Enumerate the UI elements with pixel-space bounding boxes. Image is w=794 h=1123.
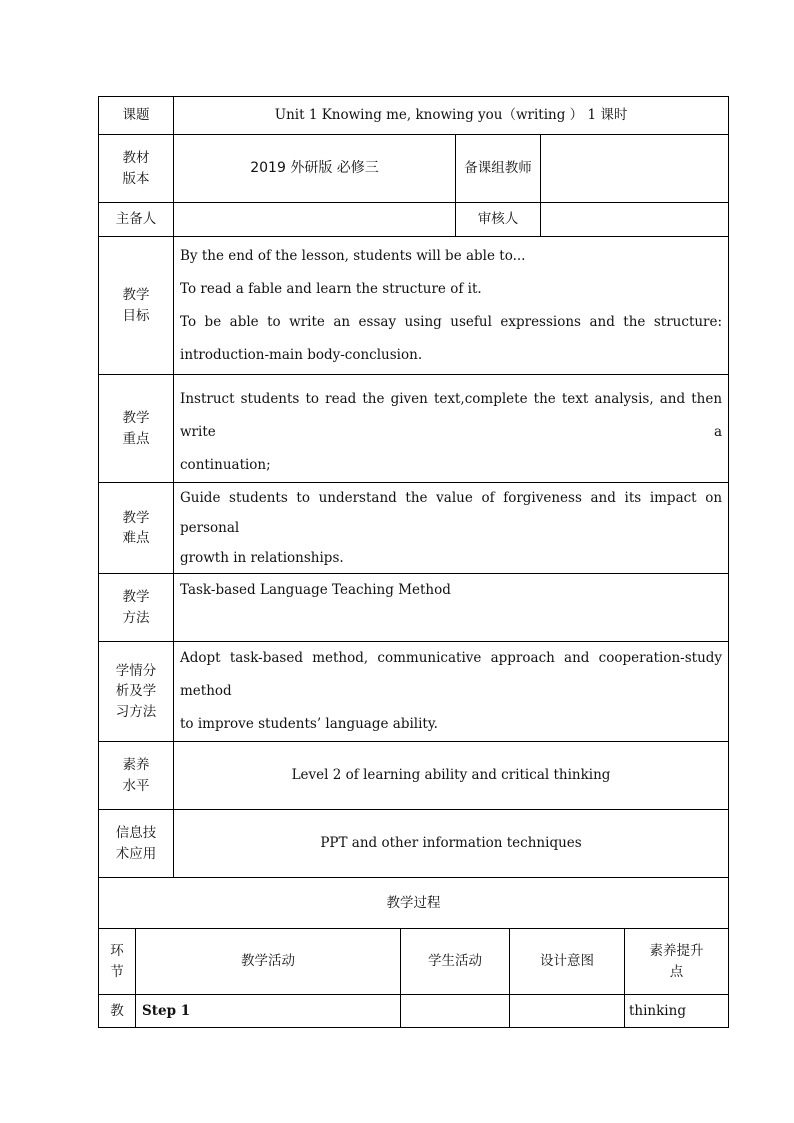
learning-analysis-label: 学情分 析及学 习方法 (99, 642, 174, 742)
preparer-row (99, 203, 729, 237)
learning-analysis-line: Adopt task-based method, communicative approach and cooperation-study method (180, 650, 723, 699)
process-col-competency-point: 素养提升 点 (625, 929, 729, 995)
reviewer-value (541, 203, 729, 237)
difficulties-row (99, 483, 729, 574)
lead-preparer-label: 主备人 (99, 203, 174, 237)
topic-label: 课题 (99, 97, 174, 135)
key-point-line: continuation; (180, 457, 271, 473)
difficulty-line: growth in relationships. (180, 550, 344, 566)
group-teacher-value (541, 135, 729, 203)
objectives-content (174, 237, 729, 375)
process-teacher-activity-cell: Step 1 (136, 995, 401, 1028)
it-application-row (99, 810, 729, 878)
process-col-student-activity: 学生活动 (401, 929, 510, 995)
competency-level-label: 素养 水平 (99, 742, 174, 810)
learning-analysis-content (174, 642, 729, 742)
process-title-row (99, 878, 729, 929)
objective-line: By the end of the lesson, students will be able to... (180, 247, 526, 264)
objective-line: To be able to write an essay using useful expressions and the structure: (180, 313, 723, 330)
textbook-value: 2019 外研版 必修三 (174, 135, 456, 203)
key-points-content (174, 375, 729, 483)
textbook-label: 教材 版本 (99, 135, 174, 203)
methods-row (99, 574, 729, 642)
process-competency-point-cell: thinking (625, 995, 729, 1028)
learning-analysis-line: to improve students’ language ability. (180, 716, 438, 732)
learning-analysis-row (99, 642, 729, 742)
topic-value: Unit 1 Knowing me, knowing you（writing ） 1 课时 (174, 97, 729, 135)
key-points-row (99, 375, 729, 483)
difficulties-label: 教学 难点 (99, 483, 174, 574)
objective-line: introduction-main body-conclusion. (180, 346, 423, 363)
competency-level-content: Level 2 of learning ability and critical thinking (174, 742, 729, 810)
process-student-activity-cell (401, 995, 510, 1028)
lead-preparer-value (174, 203, 456, 237)
lesson-plan-table (98, 96, 729, 1028)
process-header-row (99, 929, 729, 995)
key-point-line: Instruct students to read the given text,complete the text analysis, and then write a (180, 391, 723, 440)
competency-level-row (99, 742, 729, 810)
process-title: 教学过程 (99, 878, 729, 929)
difficulty-line: Guide students to understand the value of forgiveness and its impact on personal (180, 490, 723, 536)
group-teacher-label: 备课组教师 (456, 135, 541, 203)
methods-content: Task-based Language Teaching Method (174, 574, 729, 642)
difficulties-content (174, 483, 729, 574)
objective-line: To read a fable and learn the structure of it. (180, 280, 482, 297)
topic-row (99, 97, 729, 135)
process-col-teacher-activity: 教学活动 (136, 929, 401, 995)
objectives-row (99, 237, 729, 375)
process-design-intent-cell (510, 995, 625, 1028)
reviewer-label: 审核人 (456, 203, 541, 237)
it-application-content: PPT and other information techniques (174, 810, 729, 878)
process-col-design-intent: 设计意图 (510, 929, 625, 995)
methods-label: 教学 方法 (99, 574, 174, 642)
objectives-label: 教学 目标 (99, 237, 174, 375)
it-application-label: 信息技 术应用 (99, 810, 174, 878)
process-stage-cell: 教 (99, 995, 136, 1028)
process-col-stage: 环 节 (99, 929, 136, 995)
textbook-row (99, 135, 729, 203)
key-points-label: 教学 重点 (99, 375, 174, 483)
process-row (99, 995, 729, 1028)
